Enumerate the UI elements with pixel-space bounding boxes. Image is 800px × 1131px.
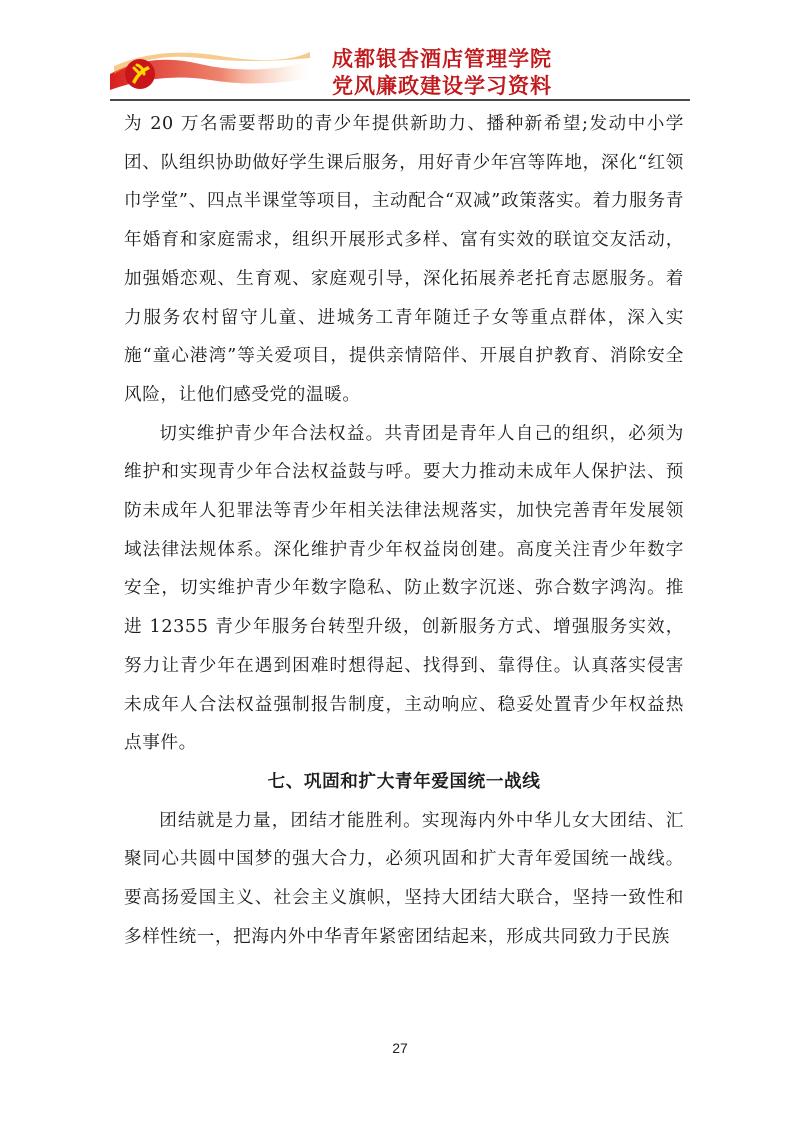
header-divider: [110, 99, 690, 101]
document-header: [110, 40, 690, 106]
body-paragraph: 团结就是力量，团结才能胜利。实现海内外中华儿女大团结、汇聚同心共圆中国梦的强大合力，必须巩固和扩大青年爱国统一战线。要高扬爱国主义、社会主义旗帜，坚持大团结大联合，坚持一致性和多样性统一，把海内外中华青年紧密团结起来，形成共同致力于民族: [124, 810, 684, 947]
section-heading: 七、巩固和扩大青年爱国统一战线: [267, 770, 541, 792]
party-emblem-icon: [110, 44, 310, 96]
body-paragraph: 为 20 万名需要帮助的青少年提供新助力、播种新希望;发动中小学团、队组织协助做好学生课后服务，用好青少年宫等阵地，深化“红领巾学堂”、四点半课堂等项目，主动配合“双减”政策落实。着力服务青年婚育和家庭需求，组织开展形式多样、富有实效的联谊交友活动，加强婚恋观、生育观、家庭观引导，深化拓展养老托育志愿服务。着力服务农村留守儿童、进城务工青年随迁子女等重点群体，深入实施“童心港湾”等关爱项目，提供亲情陪伴、开展自护教育、消除安全风险，让他们感受党的温暖。: [124, 114, 684, 405]
header-subtitle: 党风廉政建设学习资料: [332, 74, 552, 98]
page-number: 27: [392, 1040, 408, 1056]
header-title: 成都银杏酒店管理学院: [332, 47, 552, 71]
body-paragraph: 切实维护青少年合法权益。共青团是青年人自己的组织，必须为维护和实现青少年合法权益鼓与呼。要大力推动未成年人保护法、预防未成年人犯罪法等青少年相关法律法规落实，加快完善青年发展领域法律法规体系。深化维护青少年权益岗创建。高度关注青少年数字安全，切实维护青少年数字隐私、防止数字沉迷、弥合数字鸿沟。推进 12355 青少年服务台转型升级，创新服务方式、增强服务实效，努力让青少年在遇到困难时想得起、找得到、靠得住。认真落实侵害未成年人合法权益强制报告制度，主动响应、稳妥处置青少年权益热点事件。: [124, 423, 684, 754]
document-body: [124, 105, 684, 956]
